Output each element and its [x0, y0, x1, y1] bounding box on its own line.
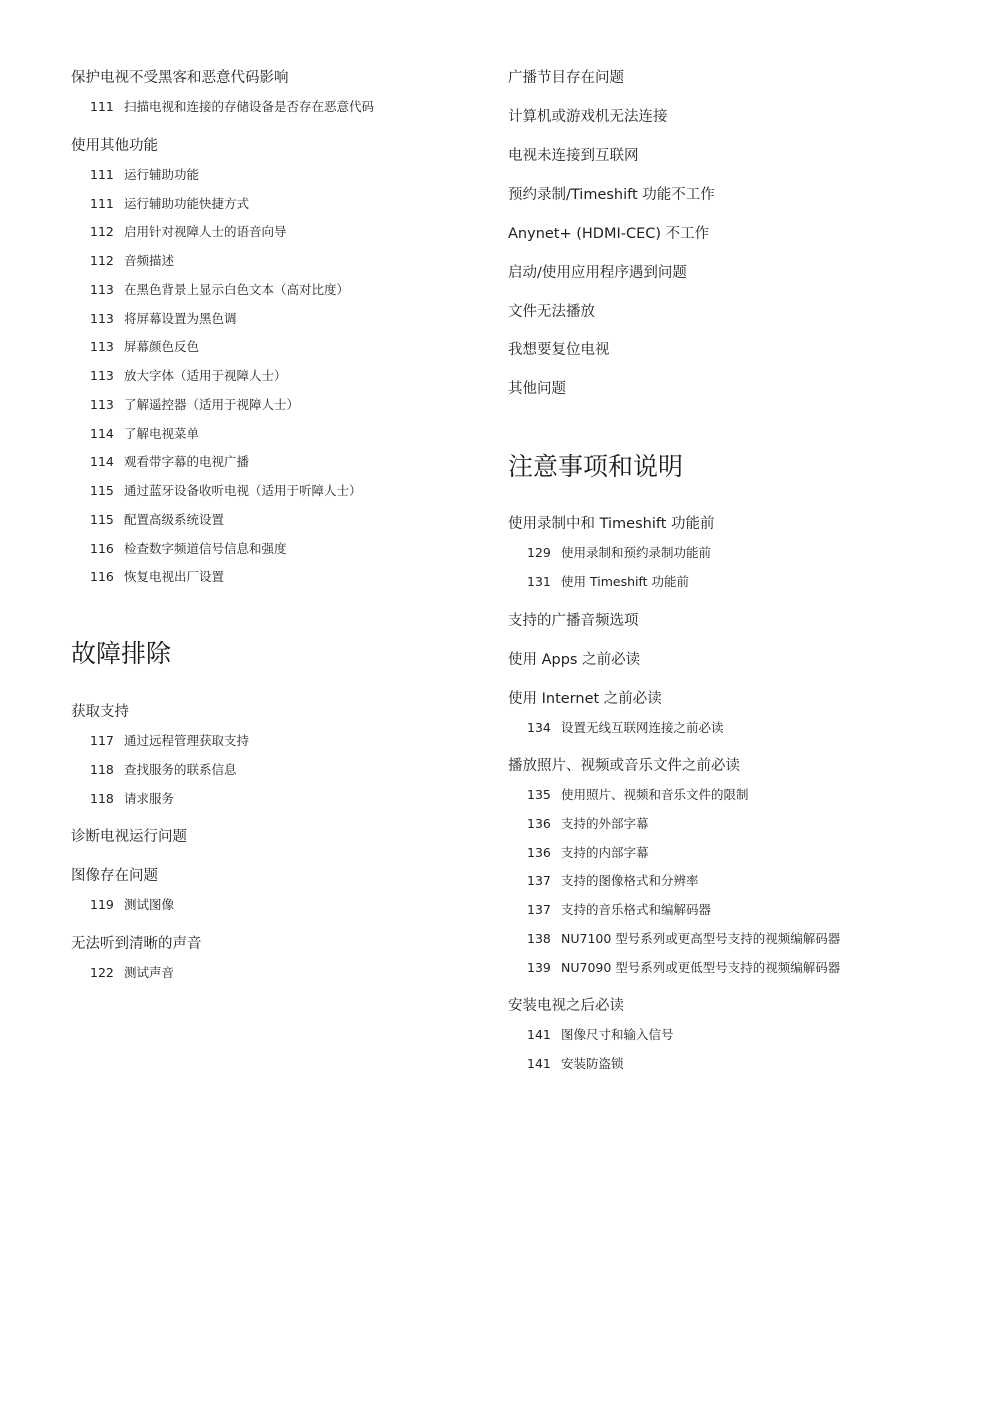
toc-topic[interactable]: Anynet+ (HDMI-CEC) 不工作 [508, 226, 710, 242]
toc-topic[interactable]: 启动/使用应用程序遇到问题 [508, 265, 687, 281]
page-number: 141 [527, 1027, 551, 1042]
entry-title: 音频描述 [124, 253, 175, 268]
toc-entry[interactable] [527, 816, 649, 832]
entry-title: 了解遥控器（适用于视障人士） [124, 397, 300, 412]
entry-title: 通过蓝牙设备收听电视（适用于听障人士） [124, 483, 362, 498]
toc-entry[interactable] [90, 311, 237, 327]
toc-entry[interactable] [527, 902, 711, 918]
entry-title: 测试图像 [124, 897, 175, 912]
page-number: 111 [90, 99, 114, 114]
toc-topic[interactable]: 预约录制/Timeshift 功能不工作 [508, 187, 715, 203]
toc-entry[interactable] [527, 720, 724, 736]
toc-entry[interactable] [527, 545, 711, 561]
entry-title: 支持的内部字幕 [561, 845, 649, 860]
entry-title: 在黑色背景上显示白色文本（高对比度） [124, 282, 350, 297]
toc-entry[interactable] [90, 339, 199, 355]
entry-title: 恢复电视出厂设置 [124, 569, 225, 584]
toc-entry[interactable] [90, 965, 174, 981]
toc-entry[interactable] [527, 873, 699, 889]
entry-title: 运行辅助功能 [124, 167, 200, 182]
toc-topic[interactable]: 计算机或游戏机无法连接 [508, 109, 668, 125]
toc-topic[interactable]: 保护电视不受黑客和恶意代码影响 [71, 70, 289, 86]
toc-entry[interactable] [527, 574, 689, 590]
page-number: 114 [90, 426, 114, 441]
page-number: 112 [90, 224, 114, 239]
toc-topic[interactable]: 使用 Internet 之前必读 [508, 691, 662, 707]
toc-entry[interactable] [90, 224, 287, 240]
page-number: 135 [527, 787, 551, 802]
page-number: 136 [527, 816, 551, 831]
toc-entry[interactable] [90, 426, 199, 442]
toc-topic[interactable]: 获取支持 [71, 704, 129, 720]
toc-entry[interactable] [527, 960, 840, 976]
section-title-troubleshooting: 故障排除 [71, 639, 172, 668]
toc-entry[interactable] [90, 733, 249, 749]
toc-topic[interactable]: 图像存在问题 [71, 868, 158, 884]
entry-title: 配置高级系统设置 [124, 512, 225, 527]
toc-topic[interactable]: 播放照片、视频或音乐文件之前必读 [508, 758, 740, 774]
page-number: 119 [90, 897, 114, 912]
toc-topic[interactable]: 文件无法播放 [508, 304, 595, 320]
page-number: 114 [90, 454, 114, 469]
entry-title: 运行辅助功能快捷方式 [124, 196, 250, 211]
toc-topic[interactable]: 使用其他功能 [71, 138, 158, 154]
toc-entry[interactable] [90, 512, 224, 528]
entry-title: 观看带字幕的电视广播 [124, 454, 250, 469]
page-number: 116 [90, 541, 114, 556]
toc-entry[interactable] [527, 1056, 624, 1072]
toc-topic[interactable]: 无法听到清晰的声音 [71, 936, 202, 952]
entry-title: 使用照片、视频和音乐文件的限制 [561, 787, 749, 802]
toc-topic[interactable]: 我想要复位电视 [508, 342, 610, 358]
entry-title: 请求服务 [124, 791, 175, 806]
toc-topic[interactable]: 其他问题 [508, 381, 566, 397]
toc-entry[interactable] [90, 196, 249, 212]
toc-entry[interactable] [90, 791, 174, 807]
entry-title: 支持的图像格式和分辨率 [561, 873, 699, 888]
entry-title: NU7100 型号系列或更高型号支持的视频编解码器 [561, 931, 841, 946]
page-number: 138 [527, 931, 551, 946]
entry-title: 启用针对视障人士的语音向导 [124, 224, 287, 239]
toc-entry[interactable] [527, 931, 840, 947]
page-number: 113 [90, 368, 114, 383]
page-number: 112 [90, 253, 114, 268]
page-number: 113 [90, 311, 114, 326]
page-number: 117 [90, 733, 114, 748]
toc-entry[interactable] [527, 1027, 674, 1043]
page-number: 136 [527, 845, 551, 860]
page-number: 118 [90, 762, 114, 777]
toc-entry[interactable] [90, 368, 287, 384]
toc-entry[interactable] [90, 897, 174, 913]
entry-title: 了解电视菜单 [124, 426, 200, 441]
page-number: 131 [527, 574, 551, 589]
entry-title: 扫描电视和连接的存储设备是否存在恶意代码 [124, 99, 375, 114]
entry-title: 将屏幕设置为黑色调 [124, 311, 237, 326]
entry-title: 放大字体（适用于视障人士） [124, 368, 287, 383]
toc-entry[interactable] [90, 167, 199, 183]
toc-entry[interactable] [527, 787, 749, 803]
toc-topic[interactable]: 支持的广播音频选项 [508, 613, 639, 629]
page-number: 113 [90, 397, 114, 412]
entry-title: 安装防盗锁 [561, 1056, 624, 1071]
entry-title: 支持的外部字幕 [561, 816, 649, 831]
toc-entry[interactable] [90, 483, 362, 499]
entry-title: 设置无线互联网连接之前必读 [561, 720, 724, 735]
page-number: 134 [527, 720, 551, 735]
entry-title: 测试声音 [124, 965, 175, 980]
entry-title: NU7090 型号系列或更低型号支持的视频编解码器 [561, 960, 841, 975]
toc-topic[interactable]: 诊断电视运行问题 [71, 829, 187, 845]
entry-title: 查找服务的联系信息 [124, 762, 237, 777]
page-number: 115 [90, 483, 114, 498]
page-number: 111 [90, 196, 114, 211]
toc-entry[interactable] [90, 253, 174, 269]
toc-topic[interactable]: 使用录制中和 Timeshift 功能前 [508, 516, 715, 532]
entry-title: 图像尺寸和输入信号 [561, 1027, 674, 1042]
entry-title: 支持的音乐格式和编解码器 [561, 902, 712, 917]
page-number: 118 [90, 791, 114, 806]
toc-topic[interactable]: 使用 Apps 之前必读 [508, 652, 641, 668]
toc-entry[interactable] [527, 845, 649, 861]
page-number: 122 [90, 965, 114, 980]
page-number: 115 [90, 512, 114, 527]
page-number: 113 [90, 339, 114, 354]
toc-topic[interactable]: 电视未连接到互联网 [508, 148, 639, 164]
toc-entry[interactable] [90, 397, 299, 413]
toc-entry[interactable] [90, 282, 349, 298]
entry-title: 使用录制和预约录制功能前 [561, 545, 712, 560]
entry-title: 检查数字频道信号信息和强度 [124, 541, 287, 556]
page-number: 141 [527, 1056, 551, 1071]
entry-title: 屏幕颜色反色 [124, 339, 200, 354]
page-number: 137 [527, 902, 551, 917]
page-number: 113 [90, 282, 114, 297]
page-number: 129 [527, 545, 551, 560]
page-number: 111 [90, 167, 114, 182]
toc-entry[interactable] [90, 99, 374, 115]
page-number: 139 [527, 960, 551, 975]
section-title-notes: 注意事项和说明 [508, 452, 684, 481]
toc-entry[interactable] [90, 541, 287, 557]
toc-entry[interactable] [90, 569, 224, 585]
entry-title: 通过远程管理获取支持 [124, 733, 250, 748]
page-number: 137 [527, 873, 551, 888]
toc-entry[interactable] [90, 454, 249, 470]
page-number: 116 [90, 569, 114, 584]
toc-topic[interactable]: 安装电视之后必读 [508, 998, 624, 1014]
toc-entry[interactable] [90, 762, 237, 778]
toc-topic[interactable]: 广播节目存在问题 [508, 70, 624, 86]
entry-title: 使用 Timeshift 功能前 [561, 574, 690, 589]
